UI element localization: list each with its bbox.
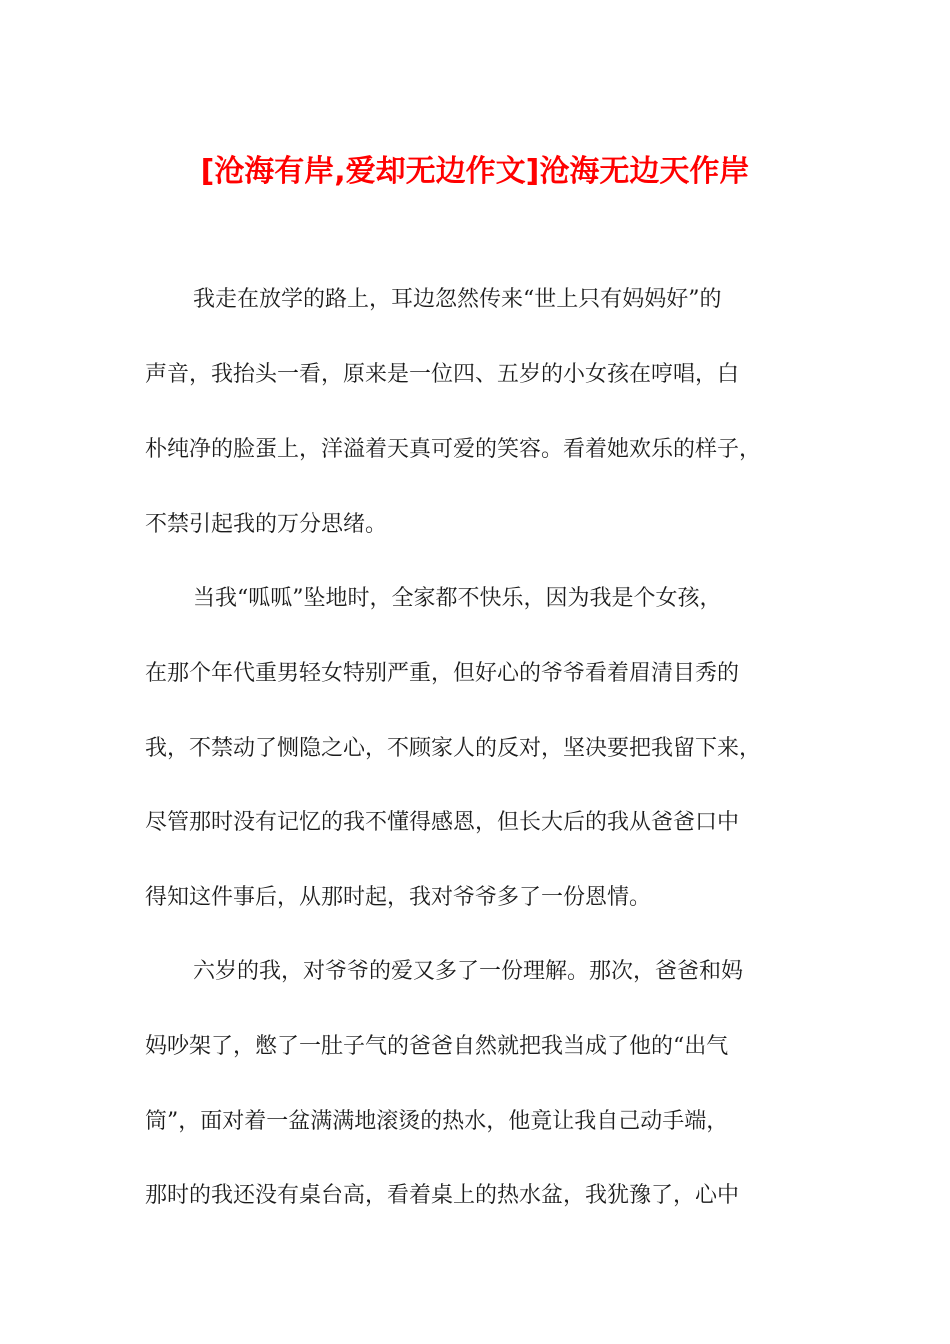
document-title: [沧海有岸,爱却无边作文]沧海无边天作岸 bbox=[200, 154, 750, 189]
paragraph-line: 朴纯净的脸蛋上，洋溢着天真可爱的笑容。看着她欢乐的样子， bbox=[145, 437, 762, 462]
paragraph-line: 当我“呱呱”坠地时，全家都不快乐，因为我是个女孩， bbox=[193, 586, 722, 611]
paragraph-line: 得知这件事后，从那时起，我对爷爷多了一份恩情。 bbox=[145, 885, 652, 910]
paragraph-line: 那时的我还没有桌台高，看着桌上的热水盆，我犹豫了，心中 bbox=[145, 1183, 740, 1208]
paragraph-line: 声音，我抬头一看，原来是一位四、五岁的小女孩在哼唱，白 bbox=[145, 362, 740, 387]
paragraph-line: 我走在放学的路上，耳边忽然传来“世上只有妈妈好”的 bbox=[193, 287, 722, 312]
paragraph-line: 妈吵架了，憋了一肚子气的爸爸自然就把我当成了他的“出气 bbox=[145, 1034, 729, 1059]
paragraph-line: 不禁引起我的万分思绪。 bbox=[145, 512, 388, 537]
paragraph-line: 六岁的我，对爷爷的爱又多了一份理解。那次，爸爸和妈 bbox=[193, 959, 744, 984]
paragraph-line: 尽管那时没有记忆的我不懂得感恩，但长大后的我从爸爸口中 bbox=[145, 810, 740, 835]
paragraph-line: 我，不禁动了恻隐之心，不顾家人的反对，坚决要把我留下来， bbox=[145, 736, 762, 761]
paragraph-line: 在那个年代重男轻女特别严重，但好心的爷爷看着眉清目秀的 bbox=[145, 661, 740, 686]
paragraph-line: 筒”，面对着一盆满满地滚烫的热水，他竟让我自己动手端， bbox=[145, 1109, 729, 1134]
